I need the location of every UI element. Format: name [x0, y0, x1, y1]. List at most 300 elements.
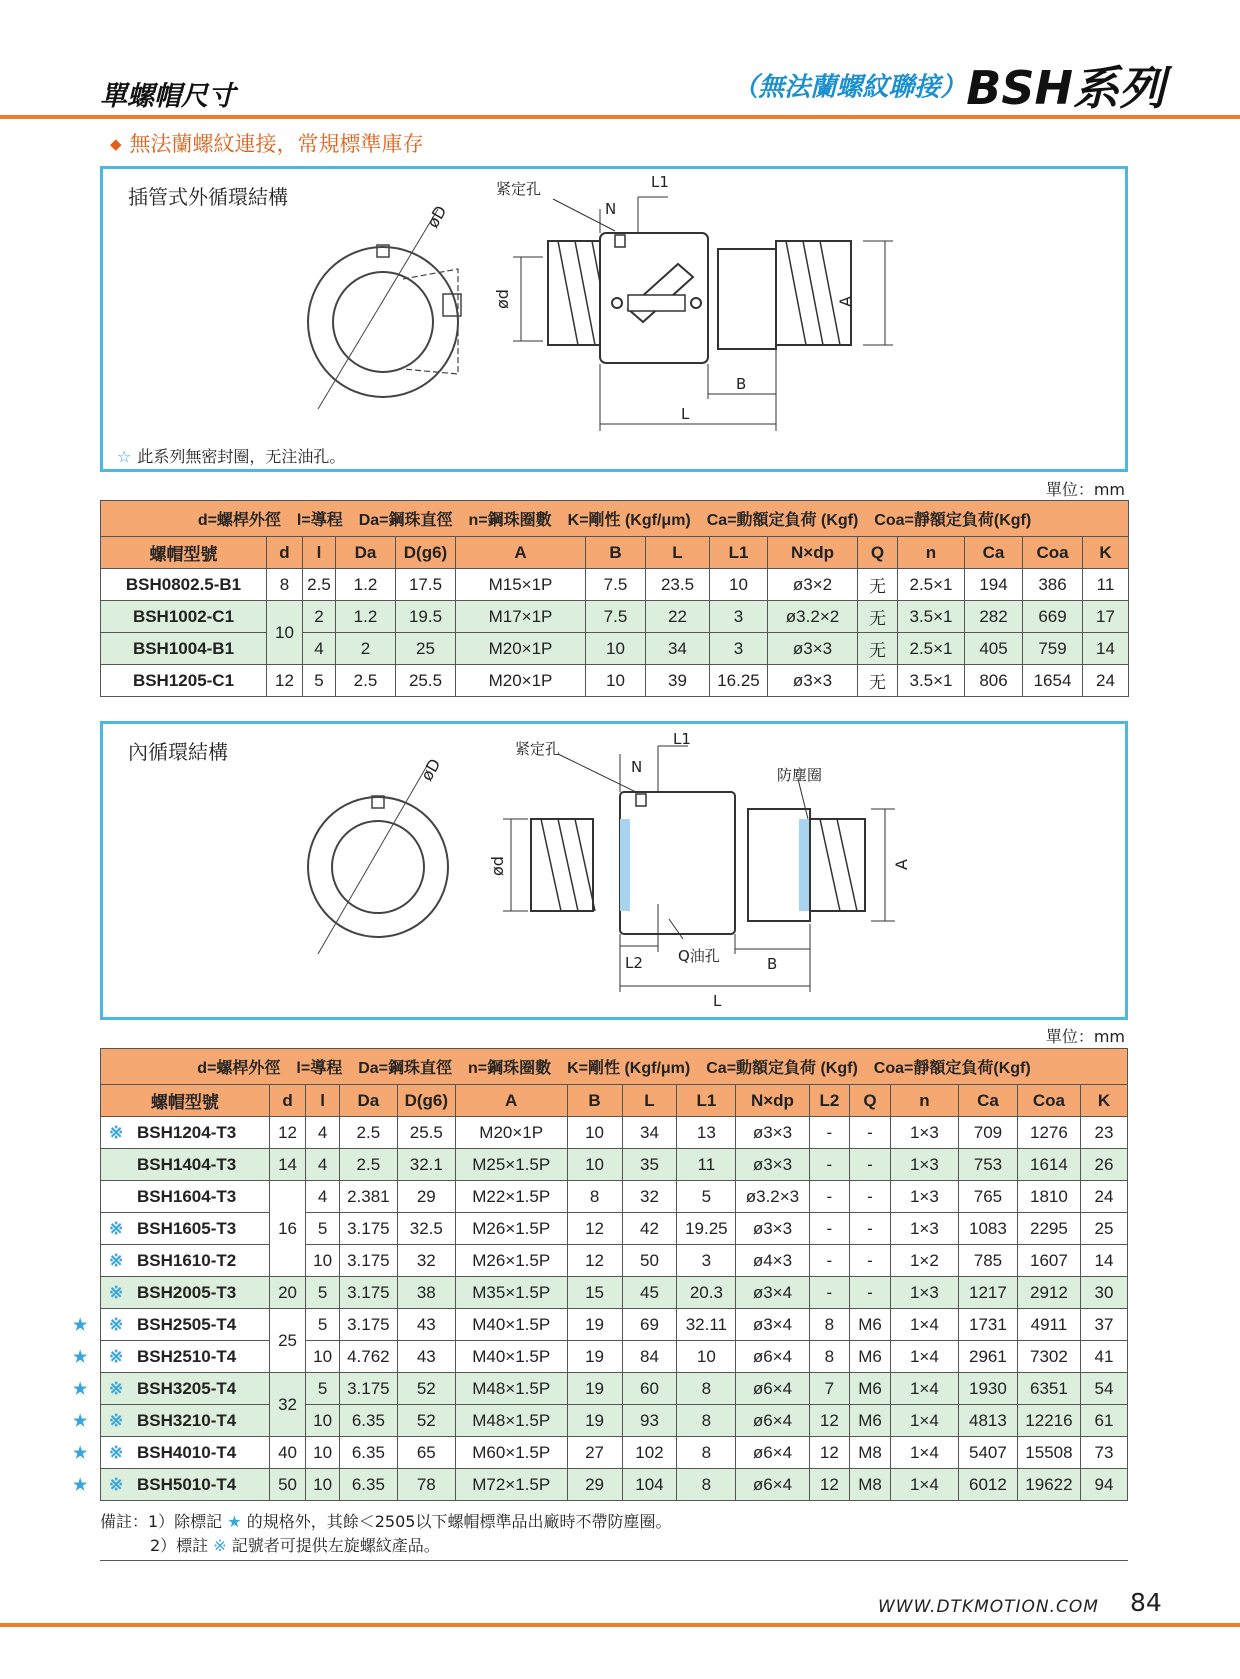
- model-cell: BSH1002-C1: [101, 601, 267, 633]
- dim-D: øD: [417, 755, 445, 784]
- table-cell: M22×1.5P: [455, 1181, 567, 1213]
- model-number: BSH2005-T3: [137, 1282, 237, 1302]
- footnote-text: 記號者可提供左旋螺紋產品。: [231, 1536, 440, 1555]
- table-cell: 5: [306, 1309, 340, 1341]
- diagram-title: 插管式外循環結構: [128, 185, 288, 209]
- col-header: L1: [710, 537, 768, 569]
- star-icon: ★: [73, 1444, 88, 1462]
- table-cell: 3.5×1: [898, 665, 965, 697]
- table-cell: -: [809, 1117, 850, 1149]
- table-cell: 10: [306, 1405, 340, 1437]
- table-cell: ø3×4: [736, 1277, 809, 1309]
- table-cell: 24: [1083, 665, 1129, 697]
- col-header: Da: [339, 1085, 397, 1117]
- label-dust-seal: 防塵圈: [777, 766, 823, 784]
- table-cell: 19: [567, 1309, 622, 1341]
- col-header: K: [1080, 1085, 1127, 1117]
- table-cell: 无: [858, 665, 898, 697]
- table-cell: 1083: [958, 1213, 1017, 1245]
- col-header: d: [269, 1085, 306, 1117]
- table-cell: 14: [1083, 633, 1129, 665]
- table-cell: 23: [1080, 1117, 1127, 1149]
- table-cell: 6.35: [339, 1437, 397, 1469]
- table-cell: M40×1.5P: [455, 1341, 567, 1373]
- table-cell: 25: [396, 633, 456, 665]
- unit-label-1: 單位：mm: [1045, 480, 1125, 499]
- footnote-text: 的規格外，其餘＜2505以下螺帽標準品出廠時不帶防塵圈。: [246, 1512, 672, 1531]
- table-cell: 12: [567, 1245, 622, 1277]
- table-cell: 69: [622, 1309, 677, 1341]
- table-cell: 4: [303, 633, 336, 665]
- model-cell: BSH1205-C1: [101, 665, 267, 697]
- table-cell: -: [809, 1277, 850, 1309]
- table-cell: ø6×4: [736, 1469, 809, 1501]
- table-cell: 10: [306, 1245, 340, 1277]
- col-header: L1: [677, 1085, 736, 1117]
- table-cell: ø6×4: [736, 1373, 809, 1405]
- col-header: n: [898, 537, 965, 569]
- diagram-title: 內循環結構: [128, 740, 228, 764]
- table-cell: 1614: [1017, 1149, 1080, 1181]
- left-hand-mark-icon: ※: [109, 1346, 124, 1366]
- model-cell: BSH1004-B1: [101, 633, 267, 665]
- col-header: A: [455, 1085, 567, 1117]
- table-cell: 709: [958, 1117, 1017, 1149]
- table-cell: 104: [622, 1469, 677, 1501]
- table-cell: 23.5: [646, 569, 710, 601]
- table-cell: 10: [306, 1341, 340, 1373]
- table-cell: 1×3: [890, 1277, 958, 1309]
- model-cell: [101, 1181, 270, 1213]
- table-row: [101, 1245, 1128, 1277]
- table-cell: 19: [567, 1405, 622, 1437]
- table-cell: -: [850, 1277, 891, 1309]
- table-cell: 3.5×1: [898, 601, 965, 633]
- col-header: Coa: [1017, 1085, 1080, 1117]
- star-icon: ★: [73, 1380, 88, 1398]
- model-number: BSH1610-T2: [137, 1250, 237, 1270]
- table-cell: 10: [567, 1149, 622, 1181]
- dim-D: øD: [423, 202, 451, 231]
- model-cell: [73, 1373, 270, 1405]
- left-hand-mark-icon: ※: [109, 1314, 124, 1334]
- screw-diameter-cell: 50: [269, 1469, 306, 1501]
- table-cell: 19.25: [677, 1213, 736, 1245]
- star-icon: ★: [73, 1412, 88, 1430]
- table-cell: 11: [1083, 569, 1129, 601]
- table-cell: 8: [677, 1373, 736, 1405]
- table-cell: -: [850, 1213, 891, 1245]
- table-row: [101, 569, 1129, 601]
- table-cell: 65: [397, 1437, 455, 1469]
- table-cell: 1.2: [336, 601, 396, 633]
- nut-body: [620, 792, 735, 934]
- col-header: Q: [850, 1085, 891, 1117]
- table-cell: -: [809, 1181, 850, 1213]
- table-cell: 无: [858, 633, 898, 665]
- table-cell: 5: [306, 1277, 340, 1309]
- table-cell: 282: [965, 601, 1023, 633]
- table-cell: 405: [965, 633, 1023, 665]
- col-header: d: [267, 537, 303, 569]
- screw-diameter-cell: 20: [269, 1277, 306, 1309]
- table-cell: 10: [677, 1341, 736, 1373]
- diagram-internal-circulation: [100, 721, 1128, 1020]
- page-title: 單螺帽尺寸: [100, 81, 235, 112]
- spec-table-external: [100, 500, 1129, 697]
- table-cell: 1×4: [890, 1373, 958, 1405]
- col-header: Da: [336, 537, 396, 569]
- table-cell: 12216: [1017, 1405, 1080, 1437]
- star-icon: ★: [73, 1476, 88, 1494]
- table-cell: 34: [646, 633, 710, 665]
- table-cell: M48×1.5P: [455, 1373, 567, 1405]
- table-cell: 10: [567, 1117, 622, 1149]
- table-cell: 7302: [1017, 1341, 1080, 1373]
- table-cell: M35×1.5P: [455, 1277, 567, 1309]
- page-number: 84: [1130, 1588, 1162, 1617]
- table-cell: 3.175: [339, 1245, 397, 1277]
- table-cell: 无: [858, 569, 898, 601]
- table-cell: 2912: [1017, 1277, 1080, 1309]
- table-cell: 5: [677, 1181, 736, 1213]
- table-cell: 1654: [1023, 665, 1083, 697]
- dim-L1: L1: [673, 730, 691, 748]
- diamond-icon: ◆: [110, 135, 122, 153]
- table-cell: M6: [850, 1373, 891, 1405]
- table-cell: 5: [306, 1373, 340, 1405]
- table-cell: 1×3: [890, 1181, 958, 1213]
- label-set-hole: 紧定孔: [515, 740, 561, 758]
- table-cell: 32: [622, 1181, 677, 1213]
- table-cell: 4911: [1017, 1309, 1080, 1341]
- table-cell: 765: [958, 1181, 1017, 1213]
- diagram-external-circulation: [100, 166, 1128, 472]
- table-cell: 1607: [1017, 1245, 1080, 1277]
- table-cell: 39: [646, 665, 710, 697]
- table-cell: M60×1.5P: [455, 1437, 567, 1469]
- model-number: BSH3210-T4: [137, 1410, 237, 1430]
- table-cell: 5407: [958, 1437, 1017, 1469]
- dim-L2: L2: [625, 954, 643, 972]
- table-cell: 19622: [1017, 1469, 1080, 1501]
- table-cell: 1×3: [890, 1117, 958, 1149]
- table-cell: 25: [1080, 1213, 1127, 1245]
- table-cell: 43: [397, 1341, 455, 1373]
- table-cell: 1×4: [890, 1405, 958, 1437]
- table-cell: 32.5: [397, 1213, 455, 1245]
- table-cell: 61: [1080, 1405, 1127, 1437]
- left-hand-mark-icon: ※: [109, 1218, 124, 1238]
- footnote-text: 2）標註: [150, 1536, 209, 1555]
- seal-note-text: 此系列無密封圈，无注油孔。: [137, 447, 346, 466]
- table-row: [101, 1213, 1128, 1245]
- dim-N: N: [605, 200, 617, 218]
- table-cell: 4: [306, 1181, 340, 1213]
- table-cell: 2.381: [339, 1181, 397, 1213]
- table-cell: 1×4: [890, 1309, 958, 1341]
- model-number: BSH1404-T3: [137, 1154, 237, 1174]
- table-cell: 2.5×1: [898, 633, 965, 665]
- table-row: [101, 1373, 1128, 1405]
- col-header: A: [456, 537, 586, 569]
- model-cell: [101, 1277, 270, 1309]
- table-cell: 2.5: [303, 569, 336, 601]
- table-cell: 16.25: [710, 665, 768, 697]
- table-cell: 19: [567, 1341, 622, 1373]
- table-cell: 8: [809, 1309, 850, 1341]
- screw-diameter-cell: 12: [267, 665, 303, 697]
- left-hand-mark-icon: ※: [109, 1282, 124, 1302]
- col-header: Ca: [958, 1085, 1017, 1117]
- screw-diameter-cell: 8: [267, 569, 303, 601]
- table-cell: 6.35: [339, 1405, 397, 1437]
- table-cell: 8: [677, 1437, 736, 1469]
- table-cell: ø3×2: [768, 569, 858, 601]
- table-row: [101, 1405, 1128, 1437]
- table-cell: M20×1P: [456, 665, 586, 697]
- table-cell: 27: [567, 1437, 622, 1469]
- model-number: BSH1605-T3: [137, 1218, 237, 1238]
- table-cell: ø4×3: [736, 1245, 809, 1277]
- star-icon: ★: [227, 1512, 242, 1531]
- wiper-right: [799, 819, 809, 911]
- table-cell: 25.5: [396, 665, 456, 697]
- table-cell: 52: [397, 1373, 455, 1405]
- table-cell: 1810: [1017, 1181, 1080, 1213]
- table-cell: 2.5: [339, 1117, 397, 1149]
- website-link[interactable]: WWW.DTKMOTION.COM: [878, 1597, 1099, 1617]
- table-cell: 25.5: [397, 1117, 455, 1149]
- table-cell: ø3.2×3: [736, 1181, 809, 1213]
- table-cell: 6.35: [339, 1469, 397, 1501]
- table-cell: 12: [809, 1437, 850, 1469]
- table-cell: 11: [677, 1149, 736, 1181]
- table-cell: 10: [586, 665, 646, 697]
- nut-outer-circle: [308, 247, 458, 397]
- col-header: l: [303, 537, 336, 569]
- table-cell: 5: [303, 665, 336, 697]
- table-cell: 15: [567, 1277, 622, 1309]
- table-cell: ø6×4: [736, 1437, 809, 1469]
- table-cell: 4: [306, 1117, 340, 1149]
- model-cell: BSH0802.5-B1: [101, 569, 267, 601]
- table-cell: 6351: [1017, 1373, 1080, 1405]
- table-cell: 无: [858, 601, 898, 633]
- table-cell: 194: [965, 569, 1023, 601]
- table-cell: -: [850, 1245, 891, 1277]
- table-cell: 32: [397, 1245, 455, 1277]
- model-number: BSH1204-T3: [137, 1122, 237, 1142]
- star-outline-icon: ☆: [117, 447, 132, 466]
- label-set-hole: 紧定孔: [496, 180, 542, 198]
- table-cell: 19: [567, 1373, 622, 1405]
- table-cell: -: [809, 1245, 850, 1277]
- col-header: Q: [858, 537, 898, 569]
- dim-B: B: [736, 375, 747, 393]
- table-cell: 12: [809, 1405, 850, 1437]
- table-cell: 54: [1080, 1373, 1127, 1405]
- table-cell: 759: [1023, 633, 1083, 665]
- table-row: [101, 665, 1129, 697]
- footnote-1: [100, 1510, 671, 1533]
- nut-bore-circle: [332, 821, 424, 913]
- table-cell: 13: [677, 1117, 736, 1149]
- screw-diameter-cell: 14: [269, 1149, 306, 1181]
- star-icon: ★: [73, 1348, 88, 1366]
- table-cell: 43: [397, 1309, 455, 1341]
- table-cell: 8: [677, 1405, 736, 1437]
- table-header-row: [101, 537, 1129, 569]
- table-cell: 10: [586, 633, 646, 665]
- table-cell: 38: [397, 1277, 455, 1309]
- table-row: [101, 1117, 1128, 1149]
- table-cell: M20×1P: [456, 633, 586, 665]
- nut-outer-circle: [308, 797, 448, 937]
- table-cell: 1217: [958, 1277, 1017, 1309]
- col-header: B: [586, 537, 646, 569]
- table-cell: 2.5: [336, 665, 396, 697]
- table-cell: 78: [397, 1469, 455, 1501]
- table-cell: M25×1.5P: [455, 1149, 567, 1181]
- table-row: [101, 1341, 1128, 1373]
- table-cell: 1×3: [890, 1149, 958, 1181]
- series-subtitle: （無法蘭螺紋聯接）: [732, 72, 967, 103]
- table-row: [101, 633, 1129, 665]
- left-hand-mark-icon: ※: [109, 1442, 124, 1462]
- table-row: [101, 1181, 1128, 1213]
- table-legend: d=螺桿外徑 l=導程 Da=鋼珠直徑 n=鋼珠圈數 K=剛性 (Kgf/μm) Ca=動額定負荷 (Kgf) Coa=靜額定負荷(Kgf): [101, 501, 1129, 537]
- model-cell: [73, 1309, 270, 1341]
- left-hand-mark-icon: ※: [109, 1410, 124, 1430]
- table-cell: 4813: [958, 1405, 1017, 1437]
- dim-A: A: [892, 859, 911, 870]
- table-cell: 6012: [958, 1469, 1017, 1501]
- table-cell: M26×1.5P: [455, 1213, 567, 1245]
- col-header: D(g6): [396, 537, 456, 569]
- table-cell: 2: [303, 601, 336, 633]
- table-cell: M48×1.5P: [455, 1405, 567, 1437]
- model-cell: [101, 1117, 270, 1149]
- internal-nut-drawing: [103, 724, 1125, 1017]
- model-cell: [73, 1437, 270, 1469]
- table-cell: 17: [1083, 601, 1129, 633]
- table-cell: ø3×3: [736, 1117, 809, 1149]
- dim-N: N: [631, 758, 643, 776]
- model-cell: [101, 1213, 270, 1245]
- table-cell: 2295: [1017, 1213, 1080, 1245]
- table-cell: 806: [965, 665, 1023, 697]
- col-header: N×dp: [768, 537, 858, 569]
- table-cell: 669: [1023, 601, 1083, 633]
- dim-d: ød: [488, 856, 507, 876]
- table-row: [101, 1437, 1128, 1469]
- model-number: BSH4010-T4: [137, 1442, 237, 1462]
- table-cell: M6: [850, 1405, 891, 1437]
- table-cell: 8: [677, 1469, 736, 1501]
- table-cell: 5: [306, 1213, 340, 1245]
- table-row: [101, 1149, 1128, 1181]
- screw-diameter-cell: 40: [269, 1437, 306, 1469]
- series-name: BSH系列: [966, 61, 1165, 115]
- left-hand-mark-icon: ※: [213, 1536, 227, 1555]
- model-number: BSH5010-T4: [137, 1474, 237, 1494]
- screw-diameter-cell: 32: [269, 1373, 306, 1437]
- thread-collar: [718, 249, 776, 349]
- table-cell: 42: [622, 1213, 677, 1245]
- table-cell: 37: [1080, 1309, 1127, 1341]
- series-heading: [732, 52, 1165, 118]
- col-header: K: [1083, 537, 1129, 569]
- table-cell: 26: [1080, 1149, 1127, 1181]
- table-cell: M6: [850, 1309, 891, 1341]
- model-cell: [73, 1341, 270, 1373]
- table-cell: 1×4: [890, 1469, 958, 1501]
- table-cell: ø6×4: [736, 1341, 809, 1373]
- table-body: [101, 569, 1129, 697]
- table-cell: 84: [622, 1341, 677, 1373]
- table-cell: 1276: [1017, 1117, 1080, 1149]
- col-header: 螺帽型號: [101, 537, 267, 569]
- table-cell: -: [850, 1181, 891, 1213]
- table-cell: 2961: [958, 1341, 1017, 1373]
- model-cell: [73, 1469, 270, 1501]
- col-header: L: [646, 537, 710, 569]
- table-cell: 7.5: [586, 601, 646, 633]
- table-cell: -: [809, 1213, 850, 1245]
- table-cell: 32.1: [397, 1149, 455, 1181]
- table-cell: -: [850, 1117, 891, 1149]
- table-cell: -: [850, 1149, 891, 1181]
- table-cell: 17.5: [396, 569, 456, 601]
- table-header-row: [101, 1085, 1128, 1117]
- table-row: [101, 601, 1129, 633]
- table-cell: ø3×3: [736, 1213, 809, 1245]
- table-cell: M20×1P: [455, 1117, 567, 1149]
- col-header: Coa: [1023, 537, 1083, 569]
- left-hand-mark-icon: ※: [109, 1474, 124, 1494]
- screw-diameter-cell: 25: [269, 1309, 306, 1373]
- table-cell: 60: [622, 1373, 677, 1405]
- table-cell: 14: [1080, 1245, 1127, 1277]
- table-cell: 1×3: [890, 1213, 958, 1245]
- model-number: BSH1604-T3: [137, 1186, 237, 1206]
- table-cell: M8: [850, 1437, 891, 1469]
- table-cell: 2: [336, 633, 396, 665]
- footer-bar: [0, 1623, 1240, 1627]
- table-cell: 12: [567, 1213, 622, 1245]
- table-cell: 3: [710, 601, 768, 633]
- col-header: 螺帽型號: [101, 1085, 270, 1117]
- model-number: BSH3205-T4: [137, 1378, 237, 1398]
- col-header: Ca: [965, 537, 1023, 569]
- table-cell: 34: [622, 1117, 677, 1149]
- unit-label-2: 單位：mm: [1045, 1027, 1125, 1046]
- table-cell: M6: [850, 1341, 891, 1373]
- table-cell: 94: [1080, 1469, 1127, 1501]
- table-cell: 3: [710, 633, 768, 665]
- table-cell: 785: [958, 1245, 1017, 1277]
- table-cell: 3.175: [339, 1213, 397, 1245]
- table-cell: 30: [1080, 1277, 1127, 1309]
- col-header: B: [567, 1085, 622, 1117]
- table-cell: M17×1P: [456, 601, 586, 633]
- table-cell: M15×1P: [456, 569, 586, 601]
- table-cell: -: [809, 1149, 850, 1181]
- table-cell: M40×1.5P: [455, 1309, 567, 1341]
- table-cell: 10: [306, 1437, 340, 1469]
- col-header: N×dp: [736, 1085, 809, 1117]
